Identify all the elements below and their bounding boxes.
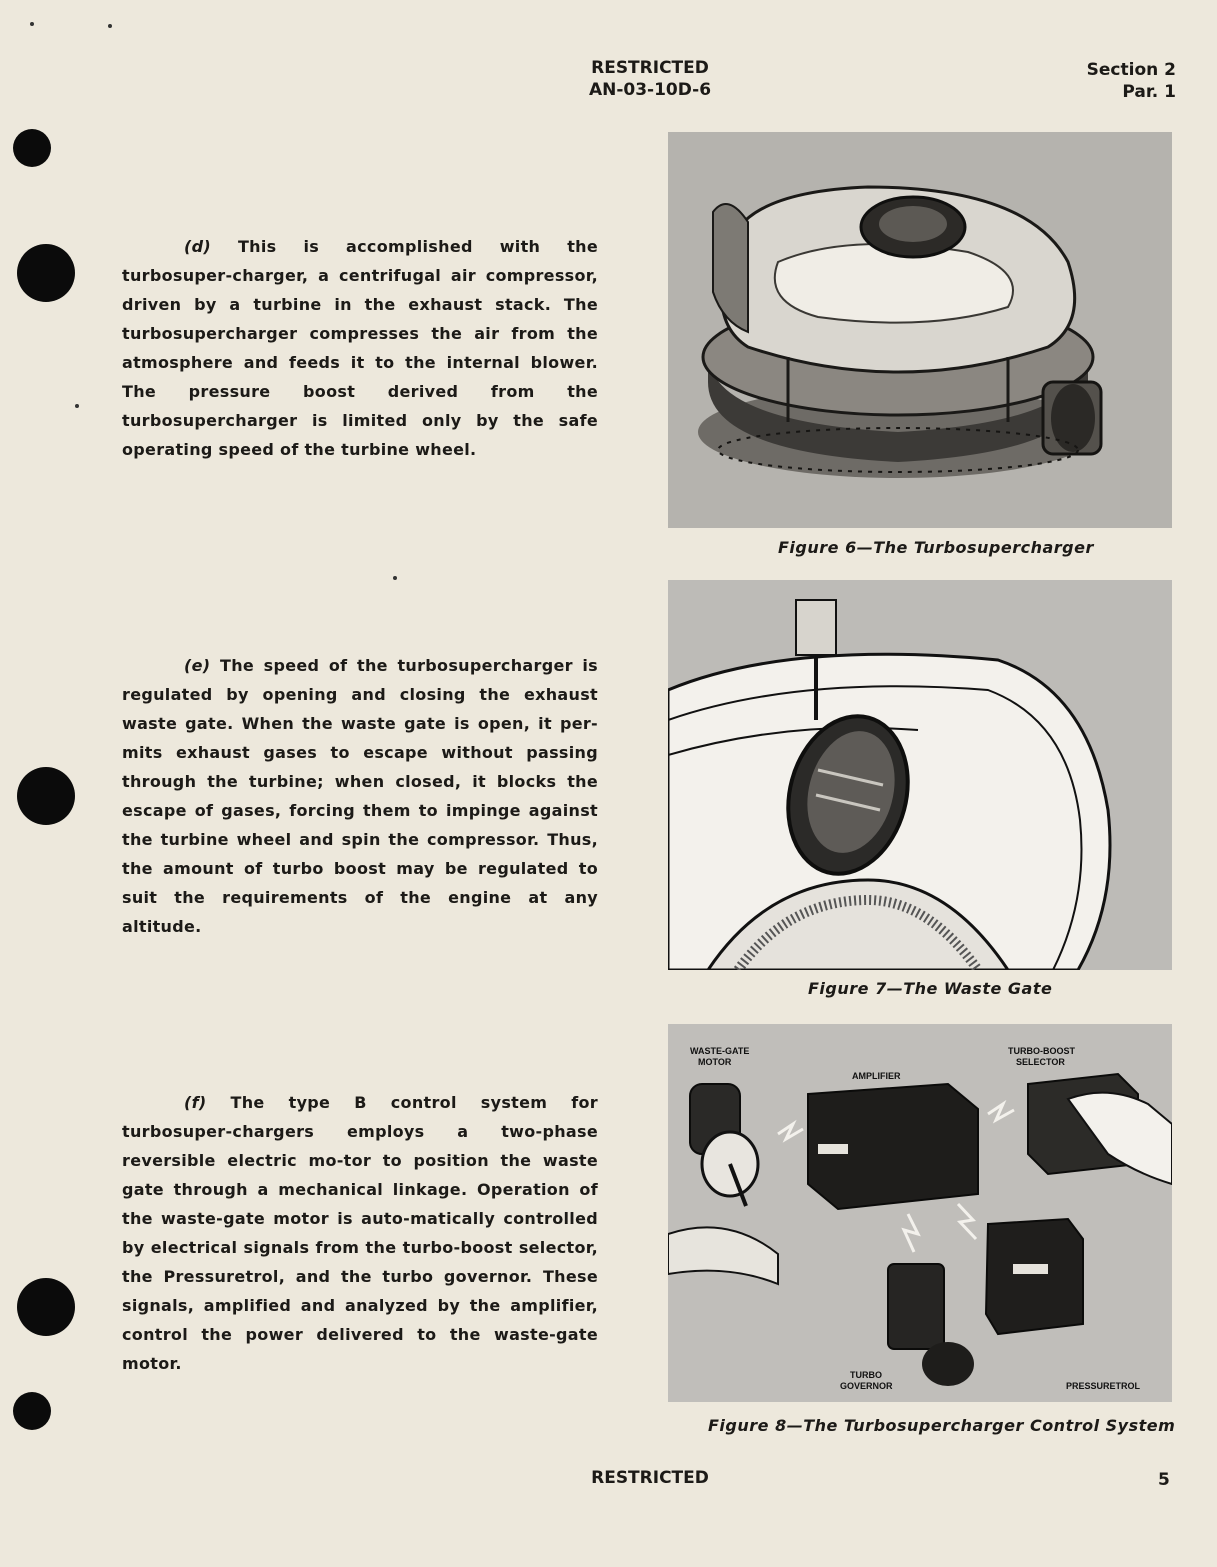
paragraph-f <box>122 1088 598 1378</box>
figure-6-caption: Figure 6—The Turbosupercharger <box>778 538 1094 557</box>
page-header <box>500 57 800 101</box>
paragraph-text: The type B control system for turbosuper-chargers employs a two-phase reversible electric mo-tor to position the waste gate through a mechanical linkage. Operation of the waste-gate motor is auto-matically controlled by electrical signals from the turbo-boost selector, the Pressuretrol, and the turbo governor. These signals, amplified and analyzed by the amplifier, control the power delivered to the waste-gate motor. <box>122 1093 598 1373</box>
binder-hole <box>13 1392 51 1430</box>
classification-header: RESTRICTED <box>591 58 709 78</box>
section-label: Section 2 <box>1086 60 1176 80</box>
turbo-boost-label-2: SELECTOR <box>1016 1057 1065 1067</box>
turbo-governor-label-2: GOVERNOR <box>840 1381 893 1391</box>
page-number: 5 <box>1158 1470 1170 1490</box>
paragraph-letter: (f) <box>184 1093 207 1112</box>
figure-7-caption: Figure 7—The Waste Gate <box>808 979 1053 998</box>
waste-gate-motor-label-2: MOTOR <box>698 1057 732 1067</box>
control-system-illustration <box>668 1024 1172 1402</box>
speck <box>393 576 397 580</box>
paragraph-label: Par. 1 <box>1122 82 1176 102</box>
waste-gate-motor-label-1: WASTE-GATE <box>690 1046 750 1056</box>
document-number: AN-03-10D-6 <box>588 80 712 100</box>
speck <box>108 24 112 28</box>
paragraph-text: This is accomplished with the turbosuper-charger, a centrifugal air compressor, driven by a turbine in the exhaust stack. The turbosupercharger compresses the air from the atmosphere and feeds it to the internal blower. The pressure boost derived from the turbosupercharger is limited only by the safe operating speed of the turbine wheel. <box>122 237 598 459</box>
classification-footer: RESTRICTED <box>591 1468 709 1488</box>
paragraph-letter: (d) <box>184 237 211 256</box>
turbosupercharger-illustration <box>668 132 1172 528</box>
speck <box>30 22 34 26</box>
binder-hole <box>17 1278 75 1336</box>
paragraph-letter: (e) <box>184 656 211 675</box>
turbo-boost-label-1: TURBO-BOOST <box>1008 1046 1075 1056</box>
figure-8-control-system-image <box>668 1024 1172 1402</box>
waste-gate-illustration <box>668 580 1172 970</box>
paragraph-text: The speed of the turbosupercharger is regulated by opening and closing the exhaust waste gate. When the waste gate is open, it per-mits exhaust gases to escape without passing through the turbine; when closed, it blocks the escape of gases, forcing them to impinge against the turbine wheel and spin the compressor. Thus, the amount of turbo boost may be regulated to suit the requirements of the engine at any altitude. <box>122 656 598 936</box>
section-marker <box>1087 59 1176 103</box>
speck <box>75 404 79 408</box>
figure-8-caption: Figure 8—The Turbosupercharger Control System <box>708 1416 1176 1435</box>
amplifier-label: AMPLIFIER <box>852 1071 901 1081</box>
figure-7-waste-gate-image <box>668 580 1172 970</box>
turbo-governor-label-1: TURBO <box>850 1370 882 1380</box>
binder-hole <box>17 767 75 825</box>
paragraph-d <box>122 232 598 464</box>
binder-hole <box>13 129 51 167</box>
paragraph-e <box>122 651 598 941</box>
figure-6-turbosupercharger-image <box>668 132 1172 528</box>
pressuretrol-label: PRESSURETROL <box>1066 1381 1141 1391</box>
binder-hole <box>17 244 75 302</box>
